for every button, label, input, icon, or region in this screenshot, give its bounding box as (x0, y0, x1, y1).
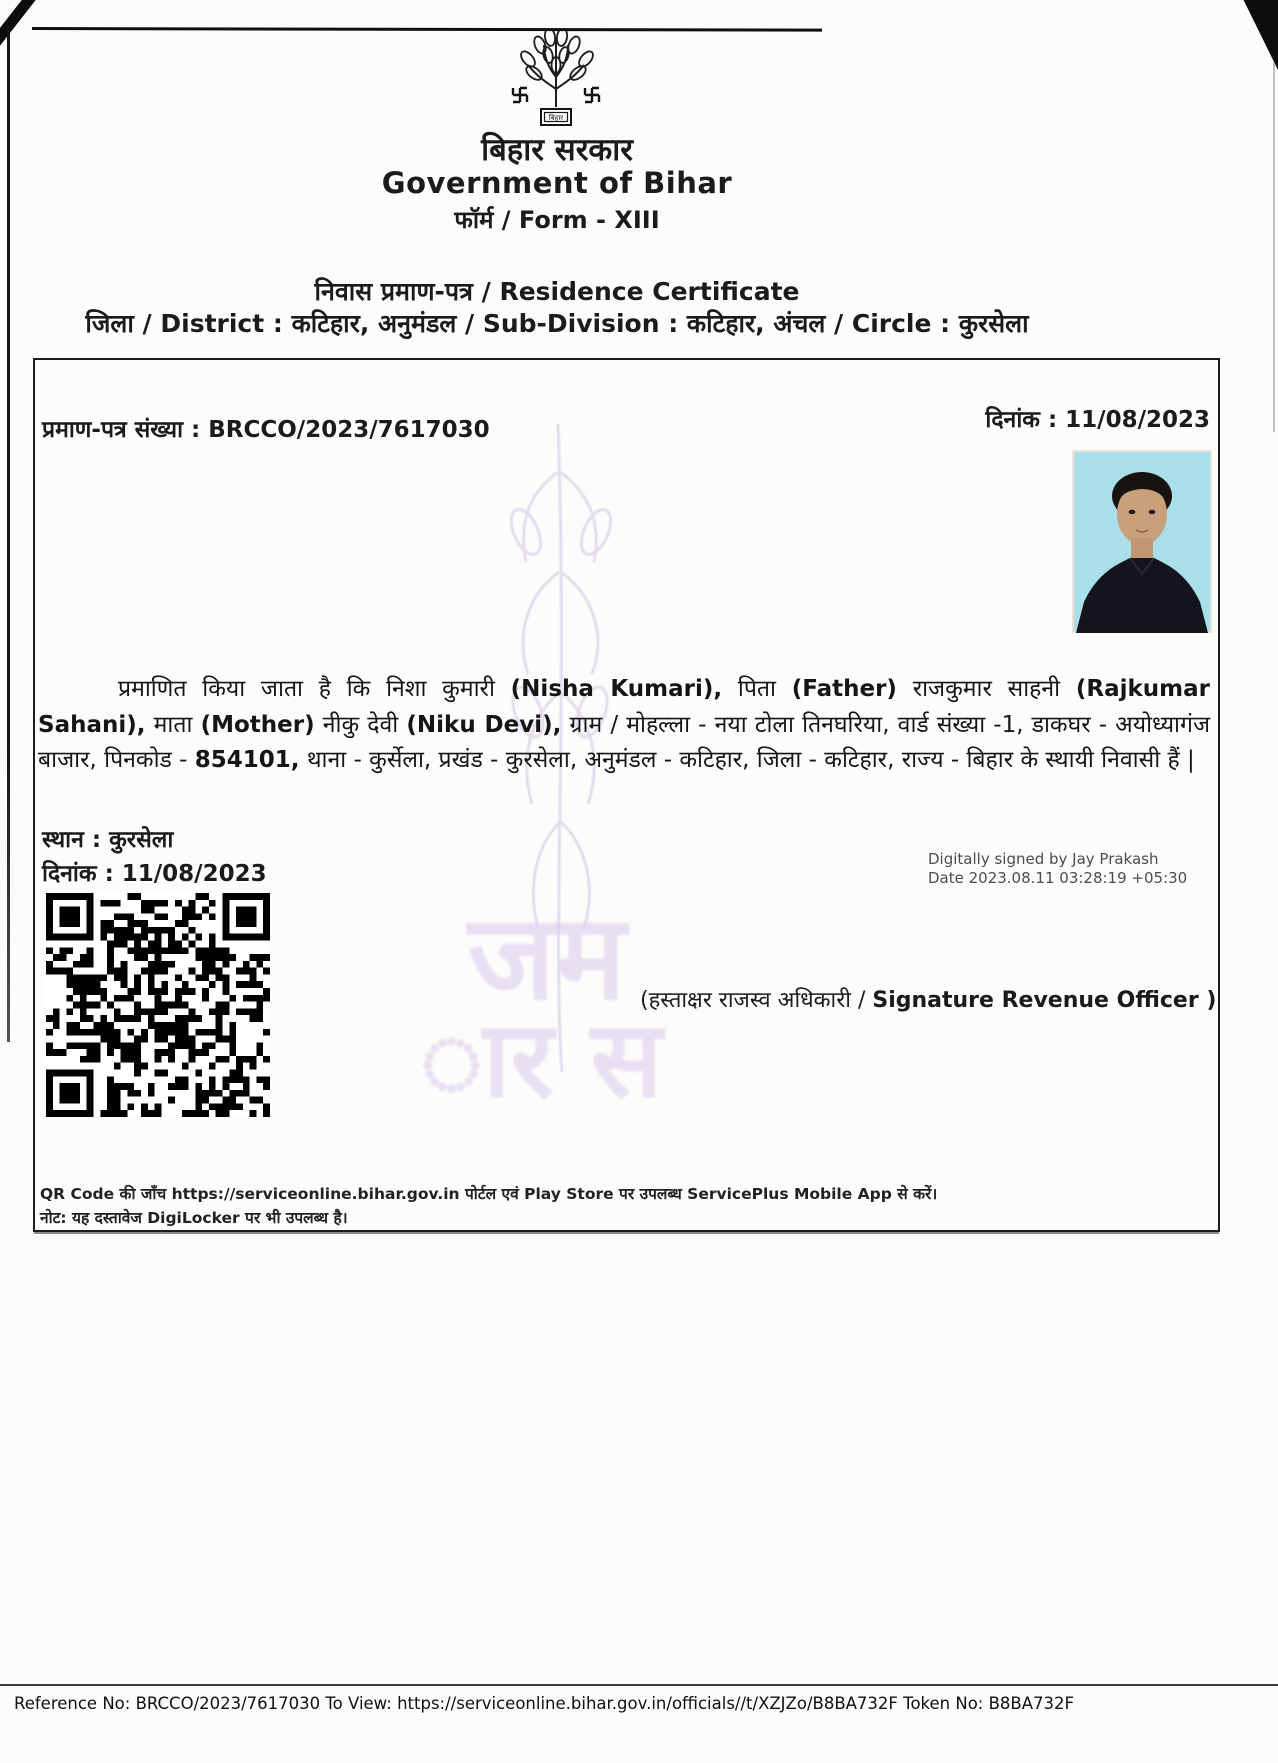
signature-officer-caption (640, 984, 1216, 1014)
applicant-photo (1072, 450, 1212, 633)
body-segment-father-name-en: (Rajkumar Sahani), (38, 676, 1210, 738)
government-title-english: Government of Bihar (381, 166, 733, 200)
watermark-text-fragment: ार स (420, 998, 663, 1121)
footer-reference-line: Reference No: BRCCO/2023/7617030 To View: https://serviceonline.bihar.gov.in/officials//t/XZJZo/B8BA732F Token No: B8BA732F (14, 1694, 1075, 1713)
issue-date-line: दिनांक : 11/08/2023 (42, 861, 267, 887)
scan-corner-artifact-top-right (1236, 0, 1278, 70)
digilocker-note: नोट: यह दस्तावेज DigiLocker पर भी उपलब्ध है। (40, 1209, 348, 1227)
body-segment-pincode: 854101, (194, 747, 300, 773)
signature-caption-english: Signature Revenue Officer ) (872, 988, 1217, 1013)
certificate-number: प्रमाण-पत्र संख्या : BRCCO/2023/7617030 (42, 417, 490, 443)
emblem-plaque-text: बिहार (548, 114, 564, 122)
digital-signature-line2: Date 2023.08.11 03:28:19 +05:30 (928, 869, 1188, 887)
district-subdivision-circle-line: जिला / District : कटिहार, अनुमंडल / Sub-Division : कटिहार, अंचल / Circle : कुरसेला (85, 309, 1029, 338)
body-segment-mother-label: (Mother) (200, 711, 315, 738)
bihar-government-emblem-icon (500, 31, 612, 131)
body-segment: ग्राम / मोहल्ला - नया टोला तिनघरिया, वार्ड संख्या -1, डाकघर - अयोध्यागंज बाजार, पिनकोड - (38, 711, 1211, 773)
body-segment: राजकुमार साहनी (896, 676, 1076, 702)
certificate-date: दिनांक : 11/08/2023 (985, 407, 1210, 433)
footer-divider (0, 1684, 1278, 1686)
form-number-line: फॉर्म / Form - XIII (454, 206, 660, 234)
body-segment: थाना - कुर्सेला, प्रखंड - कुरसेला, अनुमंडल - कटिहार, जिला - कटिहार, राज्य - बिहार के स्थायी निवासी हैं | (299, 747, 1195, 773)
body-segment: माता (145, 711, 201, 738)
qr-verification-note: QR Code की जाँच https://serviceonline.bihar.gov.in पोर्टल एवं Play Store पर उपलब्ध ServicePlus Mobile App से करें। (40, 1185, 938, 1203)
place-line: स्थान : कुरसेला (42, 827, 174, 853)
scan-edge-line-right (1273, 62, 1275, 432)
body-segment: प्रमाणित किया जाता है कि निशा कुमारी (118, 676, 511, 702)
signature-caption-hindi: (हस्ताक्षर राजस्व अधिकारी / (640, 988, 873, 1013)
watermark-text-fragment: जम (468, 888, 627, 1026)
swastika-icon (513, 88, 527, 102)
qr-code (46, 893, 270, 1117)
body-segment: पिता (722, 676, 792, 702)
swastika-icon (585, 88, 599, 102)
body-segment-mother-name-en: (Niku Devi), (406, 711, 562, 738)
body-segment-father-label: (Father) (791, 676, 897, 702)
digital-signature-line1: Digitally signed by Jay Prakash (928, 850, 1159, 868)
certificate-body-paragraph (38, 672, 1210, 779)
scan-edge-line-top (32, 27, 822, 32)
body-segment-name-en: (Nisha Kumari), (510, 676, 723, 702)
digital-signature-block (928, 850, 1187, 888)
government-title-hindi: बिहार सरकार (481, 132, 633, 168)
body-segment: नीकु देवी (314, 711, 407, 738)
certificate-title: निवास प्रमाण-पत्र / Residence Certificate (314, 277, 800, 306)
scan-corner-artifact-top-left (0, 0, 37, 46)
